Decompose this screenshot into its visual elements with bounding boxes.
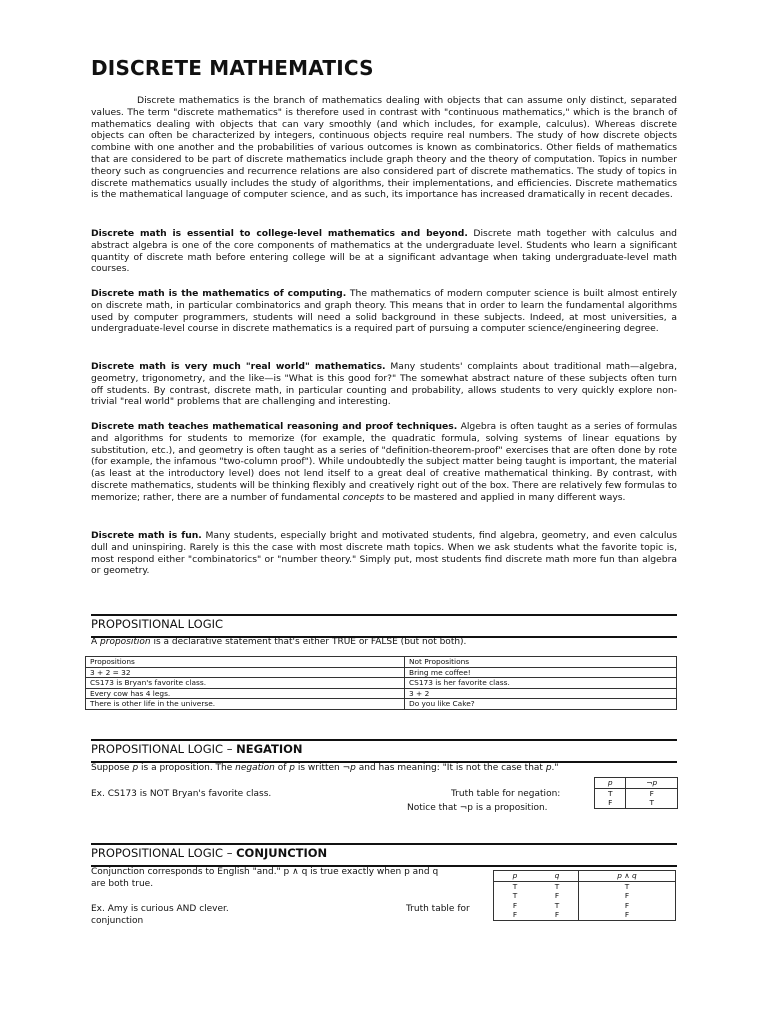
paragraph-body: Discrete math together with calculus and abstract algebra is one of the core components of mathematics at the undergraduate level. Students who learn a significant quantity of discrete math before entering college will be at a significant advantage when taking undergraduate-level math courses.: [91, 228, 677, 275]
table-row: [494, 910, 676, 920]
definition-text: is a declarative statement that's either TRUE or FALSE (but not both).: [150, 637, 467, 647]
table-cell: 3 + 2: [405, 688, 677, 699]
conjunction-truth-table-label: Truth table for: [406, 904, 470, 914]
table-cell: T: [536, 901, 579, 911]
table-cell: F: [595, 798, 626, 808]
table-cell: 3 + 2 = 32: [86, 667, 405, 678]
table-cell: Do you like Cake?: [405, 699, 677, 710]
paragraph-lead: Discrete math teaches mathematical reasoning and proof techniques.: [91, 421, 458, 432]
table-cell: F: [512, 900, 518, 910]
paragraph-body: Algebra is often taught as a series of formulas and algorithms for students to memorize (for example, the quadratic formula, solving systems of linear equations by substitution, etc.), and geometry is often taught as a series of "definition-theorem-proof" exercises that are often done by rote (for example, the infamous "two-column proof"). While undoubtedly the subject matter being taught is important, the material (as least at the introductory level) does not lend itself to a great deal of creative mathematical thinking. By contrast, with discrete mathematics, students will be thinking flexibly and creatively right out of the box. There are relatively few formulas to memorize; rather, there are a number of fundamental: [91, 421, 677, 503]
table-cell: CS173 is her favorite class.: [405, 678, 677, 689]
table-cell: Every cow has 4 legs.: [86, 688, 405, 699]
paragraph-tail: to be mastered and applied in many different ways.: [384, 491, 626, 503]
table-header-cell: p: [595, 778, 626, 789]
negation-truth-table-label: Truth table for negation:: [451, 789, 561, 799]
paragraph-reasoning: [91, 421, 677, 504]
section-title-prefix: PROPOSITIONAL LOGIC –: [91, 742, 237, 756]
table-row: [86, 678, 677, 689]
table-row: [494, 901, 676, 911]
table-row: [595, 788, 678, 798]
table-cell: F: [536, 891, 579, 901]
paragraph-lead: Discrete math is essential to college-level mathematics and beyond.: [91, 228, 468, 239]
propositions-table: [85, 656, 677, 710]
definition-term: negation: [235, 763, 275, 773]
conjunction-truth-table: [493, 870, 676, 921]
table-cell: CS173 is Bryan's favorite class.: [86, 678, 405, 689]
table-header-cell: ¬p: [646, 778, 658, 787]
negation-notice: Notice that ¬p is a proposition.: [407, 803, 548, 813]
negation-truth-table: [594, 777, 678, 809]
section-title-bold: CONJUNCTION: [236, 846, 328, 860]
negation-definition: [91, 763, 559, 774]
table-cell: F: [536, 910, 579, 920]
conjunction-definition-line: are both true.: [91, 879, 154, 889]
section-title-conjunction: [91, 846, 327, 860]
table-cell: T: [624, 881, 630, 891]
table-cell: F: [624, 891, 630, 900]
table-row: [86, 667, 677, 678]
intro-paragraph: Discrete mathematics is the branch of mathematics dealing with objects that can assume only distinct, separated values. The term "discrete mathematics" is therefore used in contrast with "continuous mathematics," which is the branch of mathematics dealing with objects that can vary smoothly (and which includes, for example, calculus). Whereas discrete objects can often be characterized by integers, continuous objects require real numbers. The study of how discrete objects combine with one another and the probabilities of various outcomes is known as combinatorics. Other fields of mathematics that are considered to be part of discrete mathematics include graph theory and the theory of computation. Topics in number theory such as congruencies and recurrence relations are also considered part of discrete mathematics. The study of topics in discrete mathematics usually includes the study of algorithms, their implementations, and efficiencies. Discrete mathematics is the mathematical language of computer science, and as such, its importance has increased dramatically in recent decades.: [91, 95, 677, 201]
table-cell: F: [649, 788, 654, 798]
paragraph-body: The mathematics of modern computer science is built almost entirely on discrete math, in particular combinatorics and graph theory. This means that in order to learn the fundamental algorithms used by computer programmers, students will need a solid background in these subjects. Indeed, at most universities, a undergraduate-level course in discrete mathematics is a required part of pursuing a computer science/engineering degree.: [91, 288, 678, 335]
definition-text: is written ¬: [294, 763, 351, 773]
table-header-cell: q: [536, 871, 579, 882]
table-cell: Bring me coffee!: [405, 667, 677, 678]
table-header-cell: p ∧ q: [617, 871, 637, 880]
definition-text: and has meaning: "It is not the case that: [355, 763, 546, 773]
conjunction-truth-table-label: conjunction: [91, 916, 144, 926]
paragraph-real-world: [91, 361, 677, 408]
table-cell: There is other life in the universe.: [86, 699, 405, 710]
table-header-row: [595, 778, 678, 789]
negation-example: Ex. CS173 is NOT Bryan's favorite class.: [91, 789, 272, 799]
table-row: [86, 688, 677, 699]
table-header-cell: p: [512, 871, 518, 880]
table-cell: T: [649, 798, 654, 807]
table-cell: T: [595, 788, 626, 798]
section-title-negation: [91, 742, 303, 756]
table-cell: T: [512, 881, 518, 891]
table-header-cell: Not Propositions: [405, 657, 677, 668]
variable-p: p: [289, 763, 295, 773]
paragraph-fun: [91, 530, 677, 577]
table-row: [494, 891, 676, 901]
table-cell: F: [624, 910, 630, 919]
table-row: [494, 881, 676, 891]
section-title-bold: NEGATION: [236, 742, 303, 756]
paragraph-lead: Discrete math is very much "real world" mathematics.: [91, 361, 386, 372]
variable-p: p: [350, 763, 356, 773]
definition-term: proposition: [100, 637, 151, 647]
table-header-row: [494, 871, 676, 882]
table-cell: F: [512, 910, 518, 919]
paragraph-lead: Discrete math is the mathematics of computing.: [91, 288, 347, 299]
proposition-definition: [91, 637, 466, 648]
table-header-row: [86, 657, 677, 668]
variable-p: p: [545, 763, 552, 773]
page-title: DISCRETE MATHEMATICS: [91, 56, 374, 80]
definition-text: is a proposition. The: [138, 763, 236, 773]
table-header-cell: Propositions: [86, 657, 405, 668]
paragraph-italic: concepts: [342, 491, 385, 503]
definition-text: A: [91, 637, 101, 647]
table-row: [595, 798, 678, 808]
table-cell: F: [624, 900, 630, 910]
paragraph-body: Many students' complaints about traditional math—algebra, geometry, trigonometry, and the like—is "What is this good for?" The somewhat abstract nature of these subjects often turn off students. By contrast, discrete math, in particular counting and probability, allows students to very quickly explore non-trivial "real world" problems that are challenging and interesting.: [91, 361, 677, 408]
variable-p: p: [132, 763, 139, 773]
definition-text: Suppose: [91, 763, 133, 773]
section-title-prefix: PROPOSITIONAL LOGIC –: [91, 846, 237, 860]
section-title-propositional-logic: PROPOSITIONAL LOGIC: [91, 617, 224, 631]
conjunction-definition-line: Conjunction corresponds to English "and." p ∧ q is true exactly when p and q: [91, 867, 439, 877]
table-cell: T: [536, 881, 579, 891]
paragraph-lead: Discrete math is fun.: [91, 530, 202, 541]
paragraph-college: [91, 228, 677, 275]
paragraph-computing: [91, 288, 677, 335]
table-row: [86, 699, 677, 710]
conjunction-example: Ex. Amy is curious AND clever.: [91, 904, 229, 914]
table-cell: T: [512, 891, 518, 900]
definition-text: .": [551, 763, 559, 773]
paragraph-body: Many students, especially bright and motivated students, find algebra, geometry, and even calculus dull and uninspiring. Rarely is this the case with most discrete math topics. When we ask students what the favorite topic is, most respond either "combinatorics" or "number theory." Simply put, most students find discrete math more fun than algebra or geometry.: [91, 530, 677, 577]
definition-text: of: [274, 763, 290, 773]
